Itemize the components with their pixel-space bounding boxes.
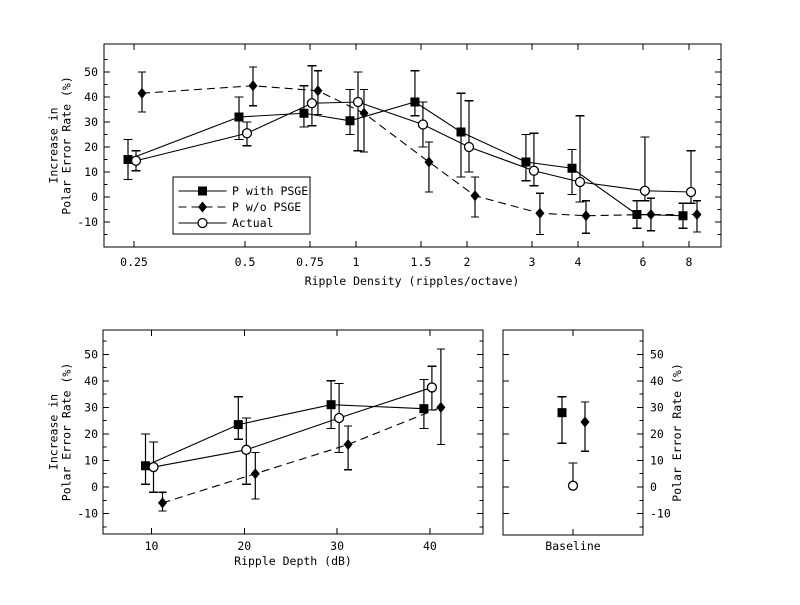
circle-marker — [529, 166, 538, 175]
y-tick-label: 10 — [84, 165, 98, 179]
y-tick-label: 30 — [84, 400, 98, 415]
circle-marker — [354, 98, 363, 107]
square-marker — [521, 158, 530, 167]
legend-label: P with PSGE — [232, 184, 309, 198]
square-marker — [410, 98, 419, 107]
circle-marker — [149, 463, 158, 472]
x-tick-label: 4 — [574, 255, 582, 269]
circle-marker — [465, 143, 474, 152]
x-tick-label: 10 — [144, 539, 159, 553]
x-tick-label: 1 — [352, 255, 360, 269]
y-tick-label: 0 — [91, 190, 98, 204]
y-tick-label: 40 — [650, 373, 664, 388]
legend-circle-marker — [198, 219, 207, 228]
y-tick-label: 30 — [84, 115, 98, 129]
x-tick-label: Baseline — [545, 539, 601, 553]
y-axis-label: Increase inPolar Error Rate (%) — [46, 76, 74, 215]
y-tick-label: 40 — [84, 90, 98, 104]
y-tick-label: 10 — [84, 453, 98, 468]
y-tick-label: -10 — [650, 506, 671, 521]
square-marker — [235, 113, 244, 122]
x-tick-label: 20 — [237, 539, 252, 553]
legend-label: P w/o PSGE — [232, 200, 302, 214]
square-marker — [419, 404, 428, 413]
y-tick-label: 0 — [91, 480, 98, 494]
y-tick-label: 10 — [650, 453, 664, 468]
x-tick-label: 8 — [685, 255, 693, 269]
y-tick-label: 50 — [84, 65, 98, 79]
square-marker — [234, 420, 243, 429]
x-tick-label: 1.5 — [410, 255, 432, 269]
circle-marker — [243, 129, 252, 138]
square-marker — [346, 116, 355, 125]
circle-marker — [132, 156, 141, 165]
y-tick-label: 0 — [650, 480, 657, 494]
square-marker — [327, 400, 336, 409]
y-tick-label: 20 — [650, 426, 664, 441]
square-marker — [457, 128, 466, 137]
y-tick-label: 20 — [84, 426, 98, 441]
x-axis-label: Ripple Density (ripples/octave) — [304, 274, 520, 288]
y-tick-label: 20 — [84, 140, 98, 154]
square-marker — [299, 109, 308, 118]
x-tick-label: 30 — [330, 539, 345, 553]
circle-marker — [335, 413, 344, 422]
circle-marker — [427, 383, 436, 392]
circle-marker — [242, 445, 251, 454]
legend-square-marker — [198, 187, 207, 196]
circle-marker — [640, 186, 649, 195]
square-marker — [568, 164, 577, 173]
circle-marker — [307, 99, 316, 108]
y-tick-label: 50 — [650, 347, 664, 362]
legend-label: Actual — [232, 216, 274, 230]
y-tick-label: 50 — [84, 347, 98, 362]
x-tick-label: 6 — [639, 255, 647, 269]
circle-marker — [418, 120, 427, 129]
x-tick-label: 40 — [422, 539, 437, 553]
y-axis-label: Increase inPolar Error Rate (%) — [46, 362, 74, 502]
y-tick-label: -10 — [77, 506, 98, 521]
circle-marker — [687, 188, 696, 197]
x-tick-label: 0.75 — [296, 255, 324, 269]
x-tick-label: 3 — [528, 255, 536, 269]
legend — [173, 177, 310, 234]
y-tick-label: -10 — [77, 215, 98, 229]
square-marker — [679, 211, 688, 220]
x-tick-label: 2 — [463, 255, 471, 269]
x-axis-label: Ripple Depth (dB) — [234, 554, 352, 568]
square-marker — [558, 408, 567, 417]
y-tick-label: 30 — [650, 400, 664, 415]
x-tick-label: 0.25 — [120, 255, 148, 269]
y-tick-label: 40 — [84, 373, 98, 388]
x-tick-label: 0.5 — [234, 255, 256, 269]
circle-marker — [576, 178, 585, 187]
circle-marker — [569, 481, 578, 490]
y-axis-label-right: Polar Error Rate (%) — [670, 363, 684, 502]
